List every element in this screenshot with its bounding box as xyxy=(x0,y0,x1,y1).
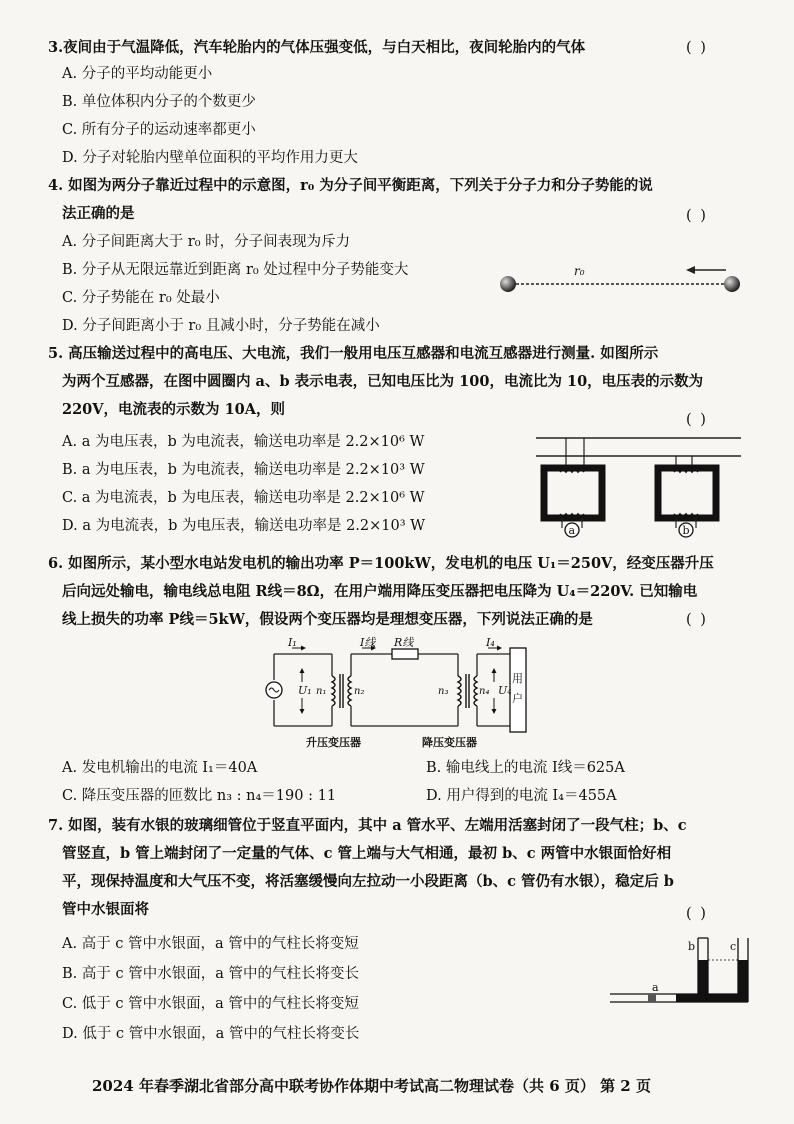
q5-stem-line3: 220V，电流表的示数为 10A，则 xyxy=(62,401,285,418)
label-b: b xyxy=(688,940,696,953)
page-footer: 2024 年春季湖北省部分高中联考协作体期中考试高二物理试卷（共 6 页） 第 2 页 xyxy=(92,1077,651,1095)
q7-option-a: A. 高于 c 管中水银面，a 管中的气柱长将变短 xyxy=(62,936,359,952)
q4-stem-line1: 4. 如图为两分子靠近过程中的示意图，r₀ 为分子间平衡距离，下列关于分子力和分子势能的说 xyxy=(48,177,653,194)
q6-option-a: A. 发电机输出的电流 I₁＝40A xyxy=(62,760,258,776)
molecule-left xyxy=(500,276,516,292)
caption-step-up: 升压变压器 xyxy=(306,736,361,749)
q7-stem-line3: 平，现保持温度和大气压不变，将活塞缓慢向左拉动一小段距离（b、c 管仍有水银），稳定后 b xyxy=(62,873,674,890)
arrow-down-icon xyxy=(300,709,305,714)
mercury-c xyxy=(738,960,748,1002)
q4-answer-paren: ( ) xyxy=(686,208,708,224)
molecule-right xyxy=(724,276,740,292)
q6-option-b: B. 输电线上的电流 I线＝625A xyxy=(426,760,625,776)
q6-stem-line3: 线上损失的功率 P线＝5kW，假设两个变压器均是理想变压器，下列说法正确的是 xyxy=(62,611,593,628)
arrow-right-icon xyxy=(301,646,306,651)
q5-option-a: A. a 为电压表，b 为电流表，输送电功率是 2.2×10⁶ W xyxy=(62,434,425,450)
arrow-up-icon xyxy=(492,668,497,673)
voltage-transformer xyxy=(544,438,602,537)
q4-r0-label: r₀ xyxy=(574,264,585,278)
user-box xyxy=(510,648,526,732)
q7-option-d: D. 低于 c 管中水银面，a 管中的气柱长将变长 xyxy=(62,1026,360,1042)
q4-stem-line2: 法正确的是 xyxy=(62,205,135,222)
q6-circuit-figure xyxy=(262,636,532,754)
q4-molecule-figure xyxy=(492,258,748,302)
label-a: a xyxy=(652,981,659,994)
label-user-2: 户 xyxy=(512,692,523,705)
label-Iline: I线 xyxy=(360,636,376,649)
q7-stem-line1: 7. 如图，装有水银的玻璃细管位于竖直平面内，其中 a 管水平、左端用活塞封闭了一段气柱；b、c xyxy=(48,817,687,834)
label-c: c xyxy=(730,940,737,953)
label-n1: n₁ xyxy=(316,686,327,697)
arrow-left-icon xyxy=(686,266,695,274)
mercury-b xyxy=(698,960,708,1002)
q7-stem-line2: 管竖直，b 管上端封闭了一定量的气体、c 管上端与大气相通，最初 b、c 两管中水银面恰好相 xyxy=(62,845,672,862)
q6-stem-line1: 6. 如图所示，某小型水电站发电机的输出功率 P＝100kW，发电机的电压 U₁＝250V，经变压器升压 xyxy=(48,555,714,572)
current-transformer xyxy=(658,456,716,537)
label-n2: n₂ xyxy=(354,686,365,697)
q6-option-d: D. 用户得到的电流 I₄＝455A xyxy=(426,788,617,804)
label-I1: I₁ xyxy=(288,636,297,649)
label-user-1: 用 xyxy=(512,672,523,685)
q5-option-c: C. a 为电流表，b 为电压表，输送电功率是 2.2×10⁶ W xyxy=(62,490,425,506)
q3-option-a: A. 分子的平均动能更小 xyxy=(62,66,213,82)
mercury-a xyxy=(676,994,748,1002)
q5-option-d: D. a 为电流表，b 为电压表，输送电功率是 2.2×10³ W xyxy=(62,518,426,534)
label-n3: n₃ xyxy=(438,686,449,697)
label-U1: U₁ xyxy=(298,684,312,697)
q5-stem-line1: 5. 高压输送过程中的高电压、大电流，我们一般用电压互感器和电流互感器进行测量. 如图所示 xyxy=(48,345,659,362)
q3-option-c: C. 所有分子的运动速率都更小 xyxy=(62,122,256,138)
arrow-down-icon xyxy=(492,709,497,714)
q7-option-c: C. 低于 c 管中水银面，a 管中的气柱长将变短 xyxy=(62,996,359,1012)
arrow-up-icon xyxy=(300,668,305,673)
label-n4: n₄ xyxy=(479,686,490,697)
q6-answer-paren: ( ) xyxy=(686,612,708,628)
q4-option-d: D. 分子间距离小于 r₀ 且减小时，分子势能在减小 xyxy=(62,318,380,334)
q7-answer-paren: ( ) xyxy=(686,906,708,922)
piston xyxy=(648,994,656,1002)
label-Rline: R线 xyxy=(394,636,414,649)
q3-option-b: B. 单位体积内分子的个数更少 xyxy=(62,94,256,110)
q5-stem-line2: 为两个互感器，在图中圆圈内 a、b 表示电表，已知电压比为 100，电流比为 10，电压表的示数为 xyxy=(62,373,704,390)
label-I4: I₄ xyxy=(486,636,495,649)
q7-stem-line4: 管中水银面将 xyxy=(62,901,149,918)
q4-option-a: A. 分子间距离大于 r₀ 时，分子间表现为斥力 xyxy=(62,234,351,250)
q5-answer-paren: ( ) xyxy=(686,412,708,428)
q6-stem-line2: 后向远处输电，输电线总电阻 R线＝8Ω，在用户端用降压变压器把电压降为 U₄＝220V. 已知输电 xyxy=(62,583,698,600)
label-U4: U₄ xyxy=(498,684,512,697)
caption-step-down: 降压变压器 xyxy=(422,736,477,749)
line-resistor xyxy=(392,649,418,659)
q6-option-c: C. 降压变压器的匝数比 n₃ : n₄＝190 : 11 xyxy=(62,788,337,804)
q3-stem: 3.夜间由于气温降低，汽车轮胎内的气体压强变低，与白天相比，夜间轮胎内的气体 xyxy=(48,39,586,56)
q5-transformer-figure xyxy=(536,432,746,544)
q3-option-d: D. 分子对轮胎内壁单位面积的平均作用力更大 xyxy=(62,150,358,166)
q4-option-c: C. 分子势能在 r₀ 处最小 xyxy=(62,290,220,306)
q7-option-b: B. 高于 c 管中水银面，a 管中的气柱长将变长 xyxy=(62,966,359,982)
q3-answer-paren: ( ) xyxy=(686,40,708,56)
meter-b-label: b xyxy=(682,524,690,537)
meter-a-label: a xyxy=(568,524,576,537)
q7-tube-figure xyxy=(608,928,758,1008)
q5-option-b: B. a 为电压表，b 为电流表，输送电功率是 2.2×10³ W xyxy=(62,462,425,478)
arrow-right-icon xyxy=(497,646,502,651)
q4-option-b: B. 分子从无限远靠近到距离 r₀ 处过程中分子势能变大 xyxy=(62,262,409,278)
